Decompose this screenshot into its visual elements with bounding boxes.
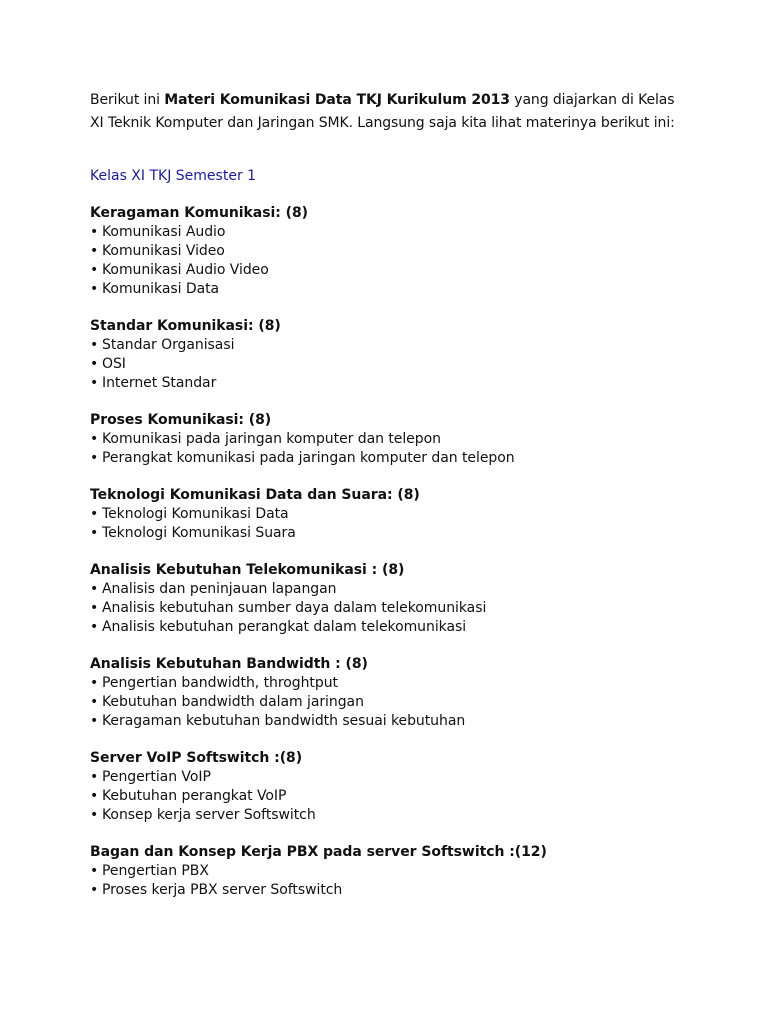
list-item [90,712,710,731]
section-item-list [90,862,710,900]
bullet-icon: • [90,375,99,391]
bullet-icon: • [90,281,99,297]
section-title: Keragaman Komunikasi: (8) [90,205,308,221]
material-section [90,317,710,393]
material-sections [90,204,710,900]
list-item-text: Analisis kebutuhan sumber daya dalam telekomunikasi [102,600,487,616]
bullet-icon: • [90,450,99,466]
section-item-list [90,336,710,393]
list-item-text: Pengertian PBX [102,863,209,879]
list-item-text: Komunikasi pada jaringan komputer dan telepon [102,431,441,447]
intro-text-start: Berikut ini [90,92,165,108]
bullet-icon: • [90,769,99,785]
list-item [90,787,710,806]
list-item-text: Komunikasi Video [102,243,225,259]
section-title: Analisis Kebutuhan Telekomunikasi : (8) [90,562,405,578]
bullet-icon: • [90,506,99,522]
list-item-text: Pengertian bandwidth, throghtput [102,675,338,691]
list-item [90,280,710,299]
material-section [90,411,710,468]
bullet-icon: • [90,356,99,372]
list-item [90,806,710,825]
list-item [90,336,710,355]
section-title: Server VoIP Softswitch :(8) [90,750,303,766]
section-title: Standar Komunikasi: (8) [90,318,281,334]
list-item-text: Analisis kebutuhan perangkat dalam telekomunikasi [102,619,467,635]
list-item-text: Komunikasi Data [102,281,220,297]
list-item-text: OSI [102,356,126,372]
section-title: Teknologi Komunikasi Data dan Suara: (8) [90,487,420,503]
list-item [90,524,710,543]
bullet-icon: • [90,337,99,353]
bullet-icon: • [90,713,99,729]
list-item-text: Internet Standar [102,375,217,391]
list-item-text: Kebutuhan bandwidth dalam jaringan [102,694,364,710]
semester-heading: Kelas XI TKJ Semester 1 [90,168,257,184]
list-item [90,768,710,787]
list-item-text: Konsep kerja server Softswitch [102,807,316,823]
bullet-icon: • [90,807,99,823]
intro-paragraph [90,89,710,135]
section-item-list [90,768,710,825]
section-title: Proses Komunikasi: (8) [90,412,272,428]
material-section [90,486,710,543]
list-item-text: Keragaman kebutuhan bandwidth sesuai kebutuhan [102,713,466,729]
list-item-text: Teknologi Komunikasi Suara [102,525,296,541]
intro-text-line1-end: yang diajarkan di Kelas [509,92,675,108]
list-item-text: Komunikasi Audio [102,224,226,240]
list-item [90,693,710,712]
list-item [90,223,710,242]
bullet-icon: • [90,694,99,710]
material-section [90,561,710,637]
list-item [90,430,710,449]
section-item-list [90,430,710,468]
list-item-text: Teknologi Komunikasi Data [102,506,289,522]
section-title: Bagan dan Konsep Kerja PBX pada server Softswitch :(12) [90,844,547,860]
list-item [90,862,710,881]
bullet-icon: • [90,262,99,278]
intro-bold-title: Materi Komunikasi Data TKJ Kurikulum 2013 [164,92,510,108]
list-item [90,355,710,374]
list-item [90,261,710,280]
list-item [90,599,710,618]
section-item-list [90,223,710,299]
intro-text-line2: XI Teknik Komputer dan Jaringan SMK. Langsung saja kita lihat materinya berikut ini: [90,115,675,131]
list-item [90,374,710,393]
material-section [90,655,710,731]
material-section [90,843,710,900]
material-section [90,749,710,825]
list-item-text: Analisis dan peninjauan lapangan [102,581,337,597]
document-page [90,89,710,900]
list-item [90,674,710,693]
list-item [90,580,710,599]
list-item-text: Proses kerja PBX server Softswitch [102,882,343,898]
list-item-text: Komunikasi Audio Video [102,262,269,278]
bullet-icon: • [90,243,99,259]
list-item [90,618,710,637]
bullet-icon: • [90,882,99,898]
material-section [90,204,710,299]
bullet-icon: • [90,525,99,541]
section-title: Analisis Kebutuhan Bandwidth : (8) [90,656,368,672]
bullet-icon: • [90,581,99,597]
list-item [90,449,710,468]
list-item-text: Perangkat komunikasi pada jaringan komputer dan telepon [102,450,515,466]
bullet-icon: • [90,431,99,447]
list-item [90,881,710,900]
bullet-icon: • [90,675,99,691]
list-item [90,505,710,524]
section-item-list [90,580,710,637]
bullet-icon: • [90,224,99,240]
list-item [90,242,710,261]
list-item-text: Kebutuhan perangkat VoIP [102,788,287,804]
section-item-list [90,505,710,543]
bullet-icon: • [90,788,99,804]
section-item-list [90,674,710,731]
list-item-text: Standar Organisasi [102,337,235,353]
list-item-text: Pengertian VoIP [102,769,211,785]
bullet-icon: • [90,600,99,616]
bullet-icon: • [90,863,99,879]
bullet-icon: • [90,619,99,635]
